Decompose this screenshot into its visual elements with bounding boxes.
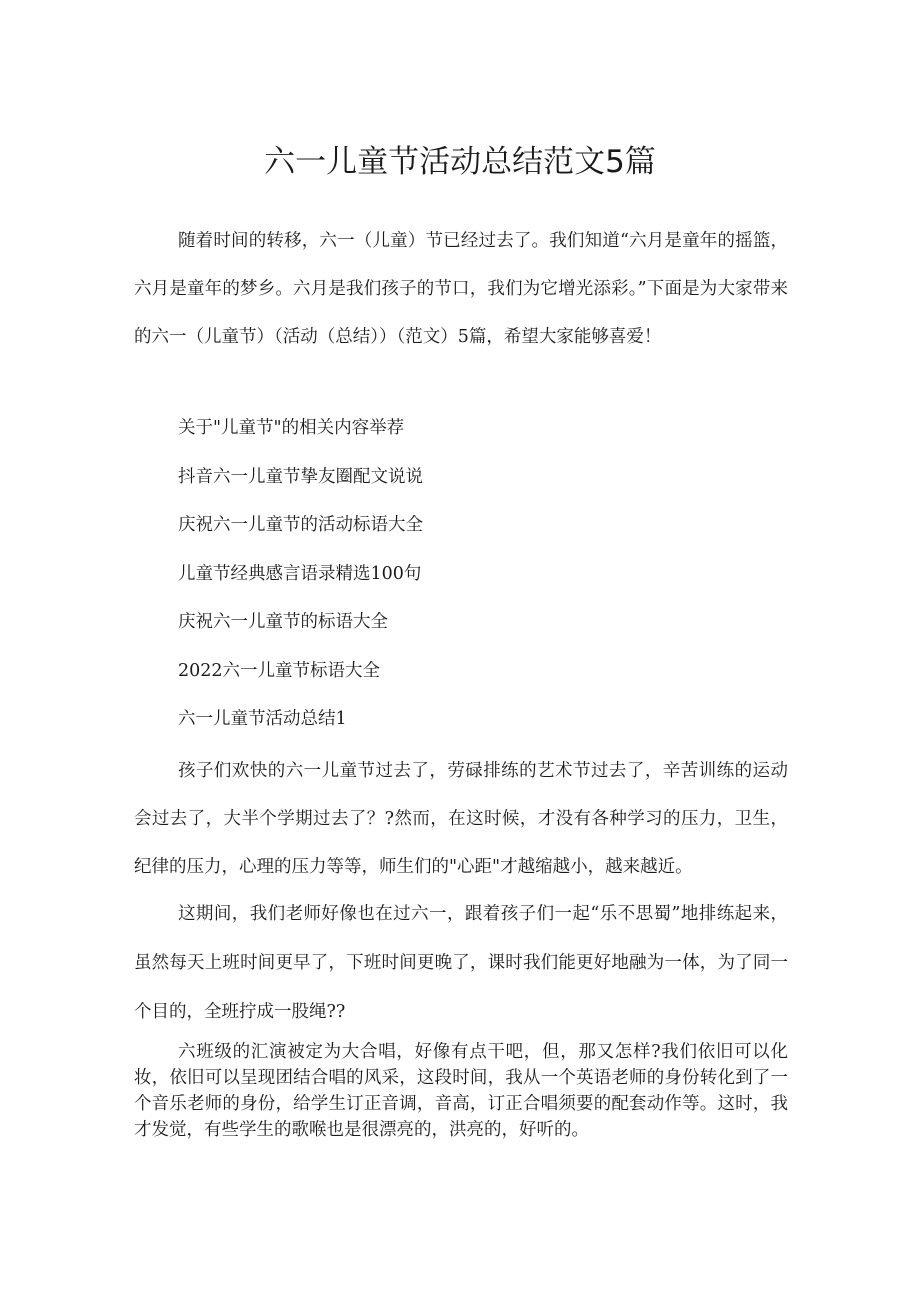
related-link[interactable]: 庆祝六一儿童节的标语大全 [178,612,388,632]
related-link[interactable]: 关于"儿童节"的相关内容举荐 [178,418,405,438]
document-title: 六一儿童节活动总结范文5篇 [264,144,656,180]
body-paragraph: 这期间，我们老师好像也在过六一，跟着孩子们一起“乐不思蜀”地排练起来，虽然每天上班时间更早了，下班时间更晚了，课时我们能更好地融为一体，为了同一个目的，全班拧成一股绳?? [134,904,788,1022]
intro-paragraph: 随着时间的转移，六一（儿童）节已经过去了。我们知道“六月是童年的摇篮，六月是童年的梦乡。六月是我们孩子的节口，我们为它增光添彩。”下面是为大家带来的六一（儿童节）（活动（总结））（范文）5篇，希望大家能够喜爱！ [134,231,788,347]
related-link[interactable]: 2022六一儿童节标语大全 [178,661,381,681]
related-link[interactable]: 儿童节经典感言语录精选100句 [178,564,422,584]
related-link[interactable]: 庆祝六一儿童节的活动标语大全 [178,515,423,535]
related-link[interactable]: 抖音六一儿童节挚友圈配文说说 [178,467,423,487]
body-paragraph: 孩子们欢快的六一儿童节过去了，劳碌排练的艺术节过去了，辛苦训练的运动会过去了，大半个学期过去了？?然而，在这时候，才没有各种学习的压力，卫生，纪律的压力，心理的压力等等，师生们的"心距"才越缩越小，越来越近。 [134,761,788,877]
section-heading: 六一儿童节活动总结1 [178,709,347,729]
body-paragraph: 六班级的汇演被定为大合唱，好像有点干吧，但，那又怎样?我们依旧可以化妆，依旧可以呈现团结合唱的风采，这段时间，我从一个英语老师的身份转化到了一个音乐老师的身份，给学生订正音调，音高，订正合唱须要的配套动作等。这时，我才发觉，有些学生的歌喉也是很漂亮的，洪亮的，好听的。 [134,1042,788,1140]
